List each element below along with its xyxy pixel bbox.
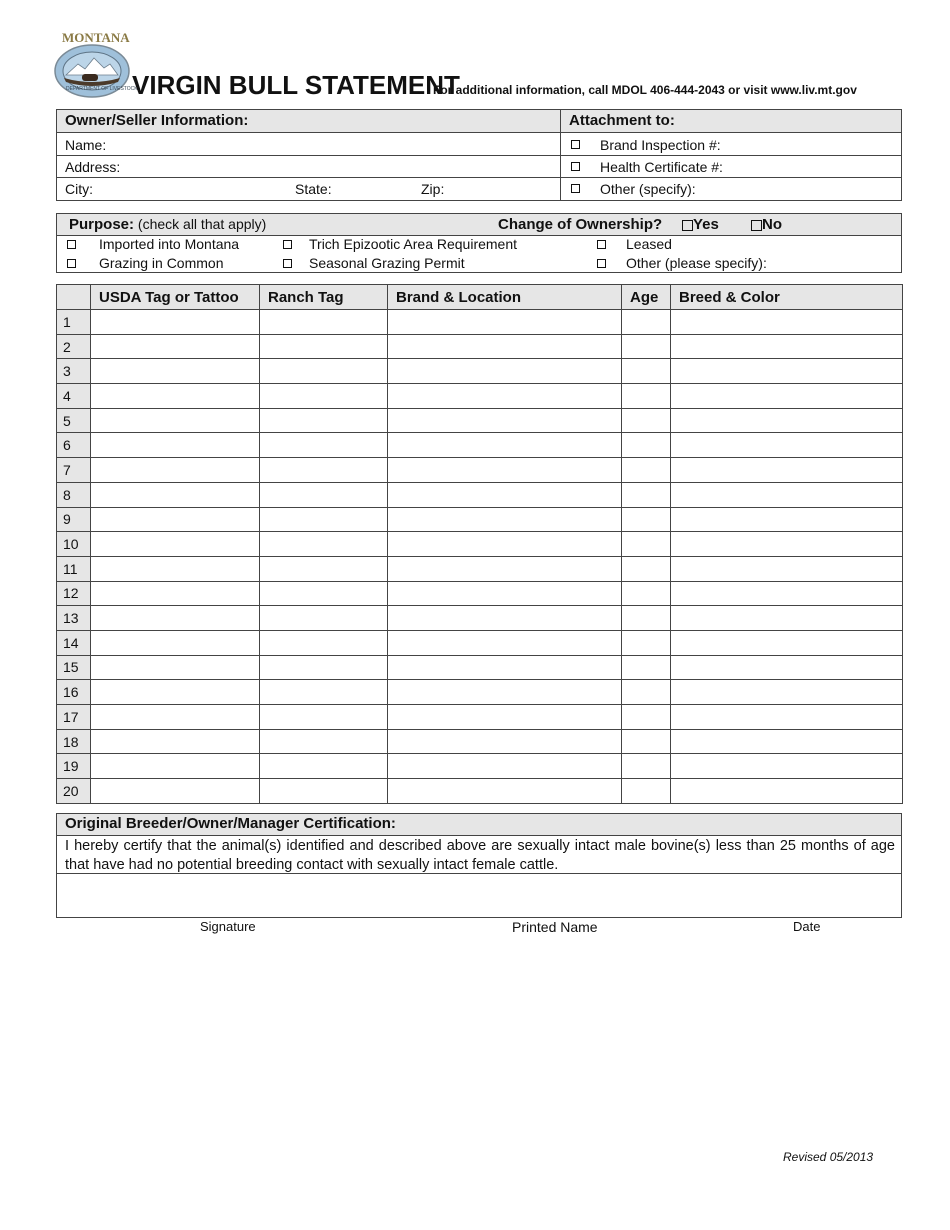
table-cell[interactable]: [388, 606, 622, 631]
table-cell[interactable]: [260, 458, 388, 483]
table-cell[interactable]: [622, 556, 671, 581]
trich-label: Trich Epizootic Area Requirement: [309, 236, 518, 252]
table-cell[interactable]: [388, 408, 622, 433]
table-cell[interactable]: [91, 729, 260, 754]
table-row: [57, 334, 903, 359]
row-number: 14: [57, 630, 91, 655]
row-number: 11: [57, 556, 91, 581]
table-cell[interactable]: [260, 581, 388, 606]
trich-checkbox[interactable]: [283, 240, 292, 249]
logo-ring-text: DEPARTMENT OF LIVESTOCK: [66, 86, 138, 92]
table-cell[interactable]: [388, 680, 622, 705]
row-number: 19: [57, 754, 91, 779]
table-cell[interactable]: [91, 705, 260, 730]
table-cell[interactable]: [622, 581, 671, 606]
table-cell[interactable]: [388, 507, 622, 532]
row-number: 3: [57, 359, 91, 384]
column-header: USDA Tag or Tattoo: [91, 285, 260, 310]
table-cell[interactable]: [622, 458, 671, 483]
table-row: [57, 754, 903, 779]
table-cell[interactable]: [260, 729, 388, 754]
montana-logo: [52, 30, 138, 98]
table-cell[interactable]: [91, 482, 260, 507]
owner-attachment-section: [56, 109, 902, 201]
row-number: 10: [57, 532, 91, 557]
attachment-heading: Attachment to:: [569, 112, 675, 129]
table-cell[interactable]: [671, 754, 903, 779]
table-cell[interactable]: [622, 655, 671, 680]
table-row: [57, 606, 903, 631]
grazing-label: Grazing in Common: [99, 255, 224, 271]
seasonal-label: Seasonal Grazing Permit: [309, 255, 465, 271]
table-row: [57, 655, 903, 680]
table-row: [57, 359, 903, 384]
table-row: [57, 532, 903, 557]
health-certificate-checkbox[interactable]: [571, 162, 580, 171]
table-cell[interactable]: [91, 754, 260, 779]
table-row: [57, 482, 903, 507]
table-cell[interactable]: [91, 408, 260, 433]
table-cell[interactable]: [622, 359, 671, 384]
table-cell[interactable]: [671, 359, 903, 384]
table-cell[interactable]: [91, 310, 260, 335]
row-number: 15: [57, 655, 91, 680]
row-number: 5: [57, 408, 91, 433]
table-cell[interactable]: [671, 532, 903, 557]
row-number: 7: [57, 458, 91, 483]
table-cell[interactable]: [388, 359, 622, 384]
table-cell[interactable]: [622, 408, 671, 433]
leased-label: Leased: [626, 236, 672, 252]
row-number: 18: [57, 729, 91, 754]
column-header: Ranch Tag: [260, 285, 388, 310]
table-row: [57, 507, 903, 532]
table-cell[interactable]: [91, 680, 260, 705]
table-cell[interactable]: [622, 606, 671, 631]
ownership-yes-label: Yes: [693, 216, 719, 233]
table-cell[interactable]: [388, 729, 622, 754]
table-cell[interactable]: [671, 680, 903, 705]
table-row: [57, 384, 903, 409]
table-cell[interactable]: [91, 655, 260, 680]
table-cell[interactable]: [622, 779, 671, 804]
table-cell[interactable]: [388, 482, 622, 507]
table-cell[interactable]: [260, 408, 388, 433]
owner-address-field[interactable]: Address:: [65, 159, 121, 175]
table-cell[interactable]: [388, 779, 622, 804]
table-row: [57, 408, 903, 433]
seasonal-checkbox[interactable]: [283, 259, 292, 268]
certification-section: [56, 813, 902, 918]
table-cell[interactable]: [388, 556, 622, 581]
row-number: 4: [57, 384, 91, 409]
row-number: 8: [57, 482, 91, 507]
table-cell[interactable]: [671, 705, 903, 730]
table-cell[interactable]: [91, 433, 260, 458]
row-number: 1: [57, 310, 91, 335]
owner-zip-field[interactable]: Zip:: [421, 181, 445, 197]
table-cell[interactable]: [260, 359, 388, 384]
brand-inspection-checkbox[interactable]: [571, 140, 580, 149]
purpose-note: (check all that apply): [137, 216, 267, 232]
table-cell[interactable]: [91, 556, 260, 581]
table-cell[interactable]: [260, 680, 388, 705]
table-cell[interactable]: [388, 310, 622, 335]
table-cell[interactable]: [622, 334, 671, 359]
table-cell[interactable]: [388, 754, 622, 779]
table-cell[interactable]: [671, 458, 903, 483]
table-cell[interactable]: [388, 334, 622, 359]
table-cell[interactable]: [91, 581, 260, 606]
table-cell[interactable]: [622, 532, 671, 557]
column-header: Breed & Color: [671, 285, 903, 310]
row-number: 6: [57, 433, 91, 458]
table-cell[interactable]: [671, 507, 903, 532]
leased-checkbox[interactable]: [597, 240, 606, 249]
other-attachment-checkbox[interactable]: [571, 184, 580, 193]
certification-heading: Original Breeder/Owner/Manager Certification:: [65, 815, 396, 832]
contact-info: For additional information, call MDOL 406-444-2043 or visit www.liv.mt.gov: [433, 83, 857, 97]
table-cell[interactable]: [388, 581, 622, 606]
table-cell[interactable]: [671, 310, 903, 335]
row-number: 17: [57, 705, 91, 730]
row-number: 2: [57, 334, 91, 359]
table-cell[interactable]: [622, 729, 671, 754]
other-purpose-label: Other (please specify):: [626, 255, 767, 271]
table-cell[interactable]: [91, 507, 260, 532]
imported-label: Imported into Montana: [99, 236, 240, 252]
table-cell[interactable]: [622, 507, 671, 532]
ownership-no-checkbox[interactable]: [751, 220, 762, 231]
other-purpose-checkbox[interactable]: [597, 259, 606, 268]
table-cell[interactable]: [388, 458, 622, 483]
table-row: [57, 680, 903, 705]
table-row: [57, 458, 903, 483]
table-cell[interactable]: [622, 754, 671, 779]
table-row: [57, 705, 903, 730]
table-cell[interactable]: [388, 705, 622, 730]
table-cell[interactable]: [260, 556, 388, 581]
row-number: 9: [57, 507, 91, 532]
ownership-no-label: No: [762, 216, 782, 233]
table-cell[interactable]: [260, 310, 388, 335]
table-cell[interactable]: [260, 433, 388, 458]
table-cell[interactable]: [622, 482, 671, 507]
table-cell[interactable]: [671, 556, 903, 581]
table-cell[interactable]: [91, 606, 260, 631]
signature-line-area[interactable]: [57, 874, 901, 917]
table-cell[interactable]: [388, 532, 622, 557]
table-cell[interactable]: [260, 507, 388, 532]
table-cell[interactable]: [260, 334, 388, 359]
table-cell[interactable]: [260, 655, 388, 680]
table-row: [57, 433, 903, 458]
table-cell[interactable]: [671, 655, 903, 680]
table-cell[interactable]: [91, 384, 260, 409]
grazing-checkbox[interactable]: [67, 259, 76, 268]
table-cell[interactable]: [622, 310, 671, 335]
table-cell[interactable]: [260, 384, 388, 409]
row-number: 20: [57, 779, 91, 804]
column-header: Age: [622, 285, 671, 310]
table-cell[interactable]: [388, 384, 622, 409]
table-cell[interactable]: [91, 532, 260, 557]
ownership-yes-checkbox[interactable]: [682, 220, 693, 231]
table-row: [57, 779, 903, 804]
other-attachment-label: Other (specify):: [600, 181, 696, 197]
table-cell[interactable]: [622, 384, 671, 409]
brand-inspection-label: Brand Inspection #:: [600, 137, 721, 153]
table-row: [57, 556, 903, 581]
table-cell[interactable]: [671, 630, 903, 655]
row-number: 12: [57, 581, 91, 606]
change-of-ownership-label: Change of Ownership?: [498, 216, 663, 233]
purpose-heading: Purpose:: [69, 216, 135, 233]
table-cell[interactable]: [622, 433, 671, 458]
table-cell[interactable]: [671, 334, 903, 359]
table-cell[interactable]: [671, 779, 903, 804]
table-cell[interactable]: [388, 630, 622, 655]
purpose-section: [56, 213, 902, 273]
table-cell[interactable]: [622, 630, 671, 655]
table-cell[interactable]: [91, 359, 260, 384]
table-cell[interactable]: [388, 433, 622, 458]
form-title: VIRGIN BULL STATEMENT: [132, 70, 460, 100]
row-number: 13: [57, 606, 91, 631]
table-cell[interactable]: [671, 482, 903, 507]
table-cell[interactable]: [260, 705, 388, 730]
table-cell[interactable]: [671, 581, 903, 606]
owner-state-field[interactable]: State:: [295, 181, 332, 197]
row-number: 16: [57, 680, 91, 705]
table-cell[interactable]: [671, 729, 903, 754]
owner-name-field[interactable]: Name:: [65, 137, 107, 153]
table-cell[interactable]: [91, 779, 260, 804]
imported-checkbox[interactable]: [67, 240, 76, 249]
printed-name-label: Printed Name: [512, 919, 598, 935]
row-number-header: [57, 285, 91, 310]
table-cell[interactable]: [671, 606, 903, 631]
table-row: [57, 729, 903, 754]
table-cell[interactable]: [260, 630, 388, 655]
revised-date: Revised 05/2013: [783, 1150, 874, 1164]
table-row: [57, 630, 903, 655]
table-cell[interactable]: [671, 384, 903, 409]
logo-text: MONTANA: [62, 30, 130, 45]
owner-city-field[interactable]: City:: [65, 181, 93, 197]
table-cell[interactable]: [260, 754, 388, 779]
date-label: Date: [793, 919, 821, 934]
table-cell[interactable]: [260, 482, 388, 507]
certification-statement: I hereby certify that the animal(s) identified and described above are sexually intact male bovine(s) less than 25 months of age that have had no potential breeding contact with sexually intact female cattle.: [65, 838, 895, 873]
table-row: [57, 310, 903, 335]
table-cell[interactable]: [91, 334, 260, 359]
animal-table: [56, 284, 903, 804]
table-row: [57, 581, 903, 606]
table-cell[interactable]: [260, 779, 388, 804]
table-cell[interactable]: [671, 408, 903, 433]
table-cell[interactable]: [260, 606, 388, 631]
table-cell[interactable]: [91, 630, 260, 655]
table-cell[interactable]: [622, 680, 671, 705]
table-cell[interactable]: [260, 532, 388, 557]
health-certificate-label: Health Certificate #:: [600, 159, 723, 175]
table-cell[interactable]: [388, 655, 622, 680]
signature-label: Signature: [200, 919, 256, 934]
table-cell[interactable]: [622, 705, 671, 730]
table-cell[interactable]: [671, 433, 903, 458]
owner-heading: Owner/Seller Information:: [65, 112, 249, 129]
table-cell[interactable]: [91, 458, 260, 483]
column-header: Brand & Location: [388, 285, 622, 310]
